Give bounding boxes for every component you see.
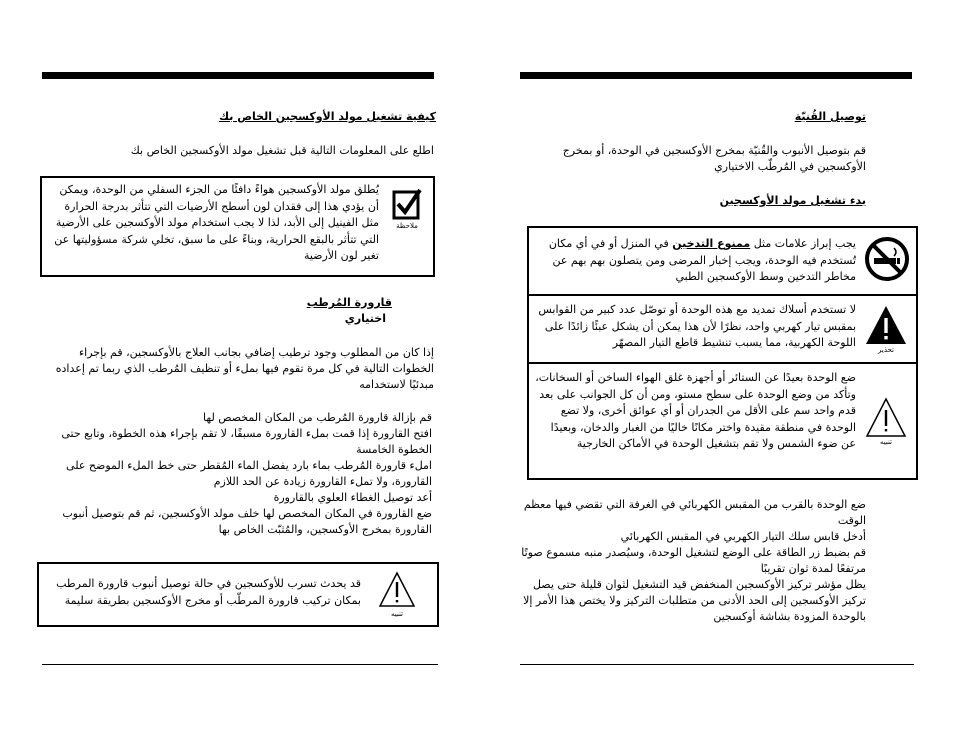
warning-3-text: ضع الوحدة بعيدًا عن الستائر أو أجهزة غلق الهواء الساخن أو السخانات، وتأكد من وضع الوحدة على سطح مستو، ومن أن كل الجوانب على بعد قدم واحد سم على الأقل من الجدران أو أي عوائق أخرى، ولا تضع الوحدة في منطقة مقيدة واختر مكانًا خاليًا من الغبار والدخان، وبعيدًا عن ضوء الشمس ولا تقم بتشغيل الوحدة في الأماكن الخارجية [535, 371, 856, 450]
warnings-box [527, 226, 918, 480]
humidifier-intro: إذا كان من المطلوب وجود ترطيب إضافي بجانب العلاج بالأوكسجين، قم بإجراء الخطوات التالية في كل مرة تقوم فيها بملء أو تنظيف المُرطب الذي ربما تم إعداده مبدئيًا لاستخدامه [55, 346, 434, 391]
warnings-divider-2 [529, 362, 916, 364]
left-bottom-rule [42, 664, 438, 665]
instruction-4: يظل مؤشر تركيز الأوكسجين المنخفض قيد التشغيل لثوان قليلة حتى يصل تركيز الأوكسجين إلى الحد الأدنى من متطلبات التركيز ولا يختص هذا الأمر إلا بالوحدة المزودة بشاشة أوكسجين [523, 578, 866, 623]
start-heading: بدء تشغيل مولد الأوكسجين [719, 194, 866, 207]
connect-heading: توصيل القُنيّة [794, 110, 866, 123]
instruction-1: ضع الوحدة بالقرب من المقبس الكهربائي في الغرفة التي تقضي فيها معظم الوقت [523, 498, 866, 527]
no-smoking-emphasis: ممنوع التدخين [672, 237, 751, 250]
left-page-title: كيفية تشغيل مولد الأوكسجين الخاص بك [219, 110, 436, 123]
warning-1-before: يجب إبراز علامات مثل [750, 237, 856, 250]
humidifier-subheading: اختياري [344, 312, 386, 325]
instruction-3: قم بضبط زر الطاقة على الوضع لتشغيل الوحدة، وسيُصدر منبه مسموع صوتًا مرتفعًا لمدة ثوان تقريبًا [521, 546, 866, 575]
caution-icon [864, 396, 908, 440]
step-5: ضع القارورة في المكان المخصص لها خلف مولد الأوكسجين، ثم قم بتوصيل أنبوب القارورة بمخرج الأوكسجين، والمُثبّت الخاص بها [62, 507, 432, 536]
warning-1-after: في المنزل أو في أي مكان تُستخدم فيه الوحدة، ويجب إخبار المرضى ومن يتصلون بهم بهم عن مخاطر التدخين وسط الأوكسجين الطبي [548, 237, 856, 283]
warning-caption: تحذير [878, 346, 894, 354]
instruction-2: أدخل قابس سلك التيار الكهربي في المقبس الكهربائي [620, 530, 866, 543]
caution-icon-cell-left [377, 570, 417, 620]
humidifier-steps [42, 410, 432, 538]
step-2: افتح القارورة إذا قمت بملء القارورة مسبقًا، لا تقم بإجراء هذه الخطوة، وتابع حتى الخطوة الخامسة [61, 427, 432, 456]
left-top-rule [42, 72, 434, 79]
start-instructions [520, 497, 866, 625]
caution-caption-left: تنبيه [390, 610, 404, 618]
step-1: قم بإزالة قارورة المُرطب من المكان المخصص لها [203, 411, 432, 424]
warning-2-text: لا تستخدم أسلاك تمديد مع هذه الوحدة أو توصّل عدد كبير من القوابس بمقبس تيار كهربي واحد، نظرًا لأن هذا يمكن أن يشكل عبئًا زائدًا على اللوحة الكهربية، مما يسبب تنشيط قاطع التيار المصهّر [538, 303, 856, 349]
note-icon-cell [387, 186, 427, 234]
caution-icon-cell-right [864, 396, 908, 450]
caution-text-left: قد يحدث تسرب للأوكسجين في حالة توصيل أنبوب قارورة المرطب بمكان تركيب قارورة المرطّب أو مخرج الأوكسجين بطريقة سليمة [56, 577, 361, 607]
warning-icon-cell [864, 304, 908, 358]
no-smoking-cell [864, 236, 910, 282]
checkbox-note-icon [387, 186, 427, 226]
step-3: املء قارورة المُرطب بماء بارد يفضل الماء المُقطر حتى خط الملء الموضح على القارورة، ولا تملء القارورة زيادة عن الحد اللازم [66, 459, 432, 488]
warnings-divider-1 [529, 294, 916, 296]
humidifier-heading: قارورة المُرطب [306, 296, 392, 309]
right-bottom-rule [520, 664, 914, 665]
caution-triangle-icon [377, 570, 417, 610]
caution-box-left [37, 562, 439, 627]
left-intro-text: اطلع على المعلومات التالية قبل تشغيل مولد الأوكسجين الخاص بك [130, 144, 434, 157]
connect-text: قم بتوصيل الأنبوب والقُنيّة بمخرج الأوكسجين في الوحدة، أو بمخرج الأوكسجين في المُرطّب الاختياري [562, 144, 866, 173]
note-icon-caption: ملاحظة [396, 222, 418, 230]
warning-1-text [534, 236, 856, 286]
caution-caption-right: تنبيه [879, 438, 893, 446]
step-4: أعد توصيل الغطاء العلوي بالقارورة [273, 491, 432, 504]
right-top-rule [520, 72, 912, 79]
note-box [40, 176, 435, 277]
note-text: يُطلق مولد الأوكسجين هواءً دافئًا من الجزء السفلي من الوحدة، ويمكن أن يؤدي هذا إلى فقدان لون أسطح الأرضيات التي تتأثر بدرجة الحرارة مثل الفينيل إلى الأبد، لذا لا يجب استخدام مولد الأوكسجين على الأرضية التي تتأثر بالبقع الحرارية، وبناءً على ما سبق، تخلي شركة مسؤوليتها عن تغير لون الأرضية [54, 183, 379, 262]
no-smoking-icon [864, 236, 910, 282]
warning-icon [864, 304, 908, 348]
